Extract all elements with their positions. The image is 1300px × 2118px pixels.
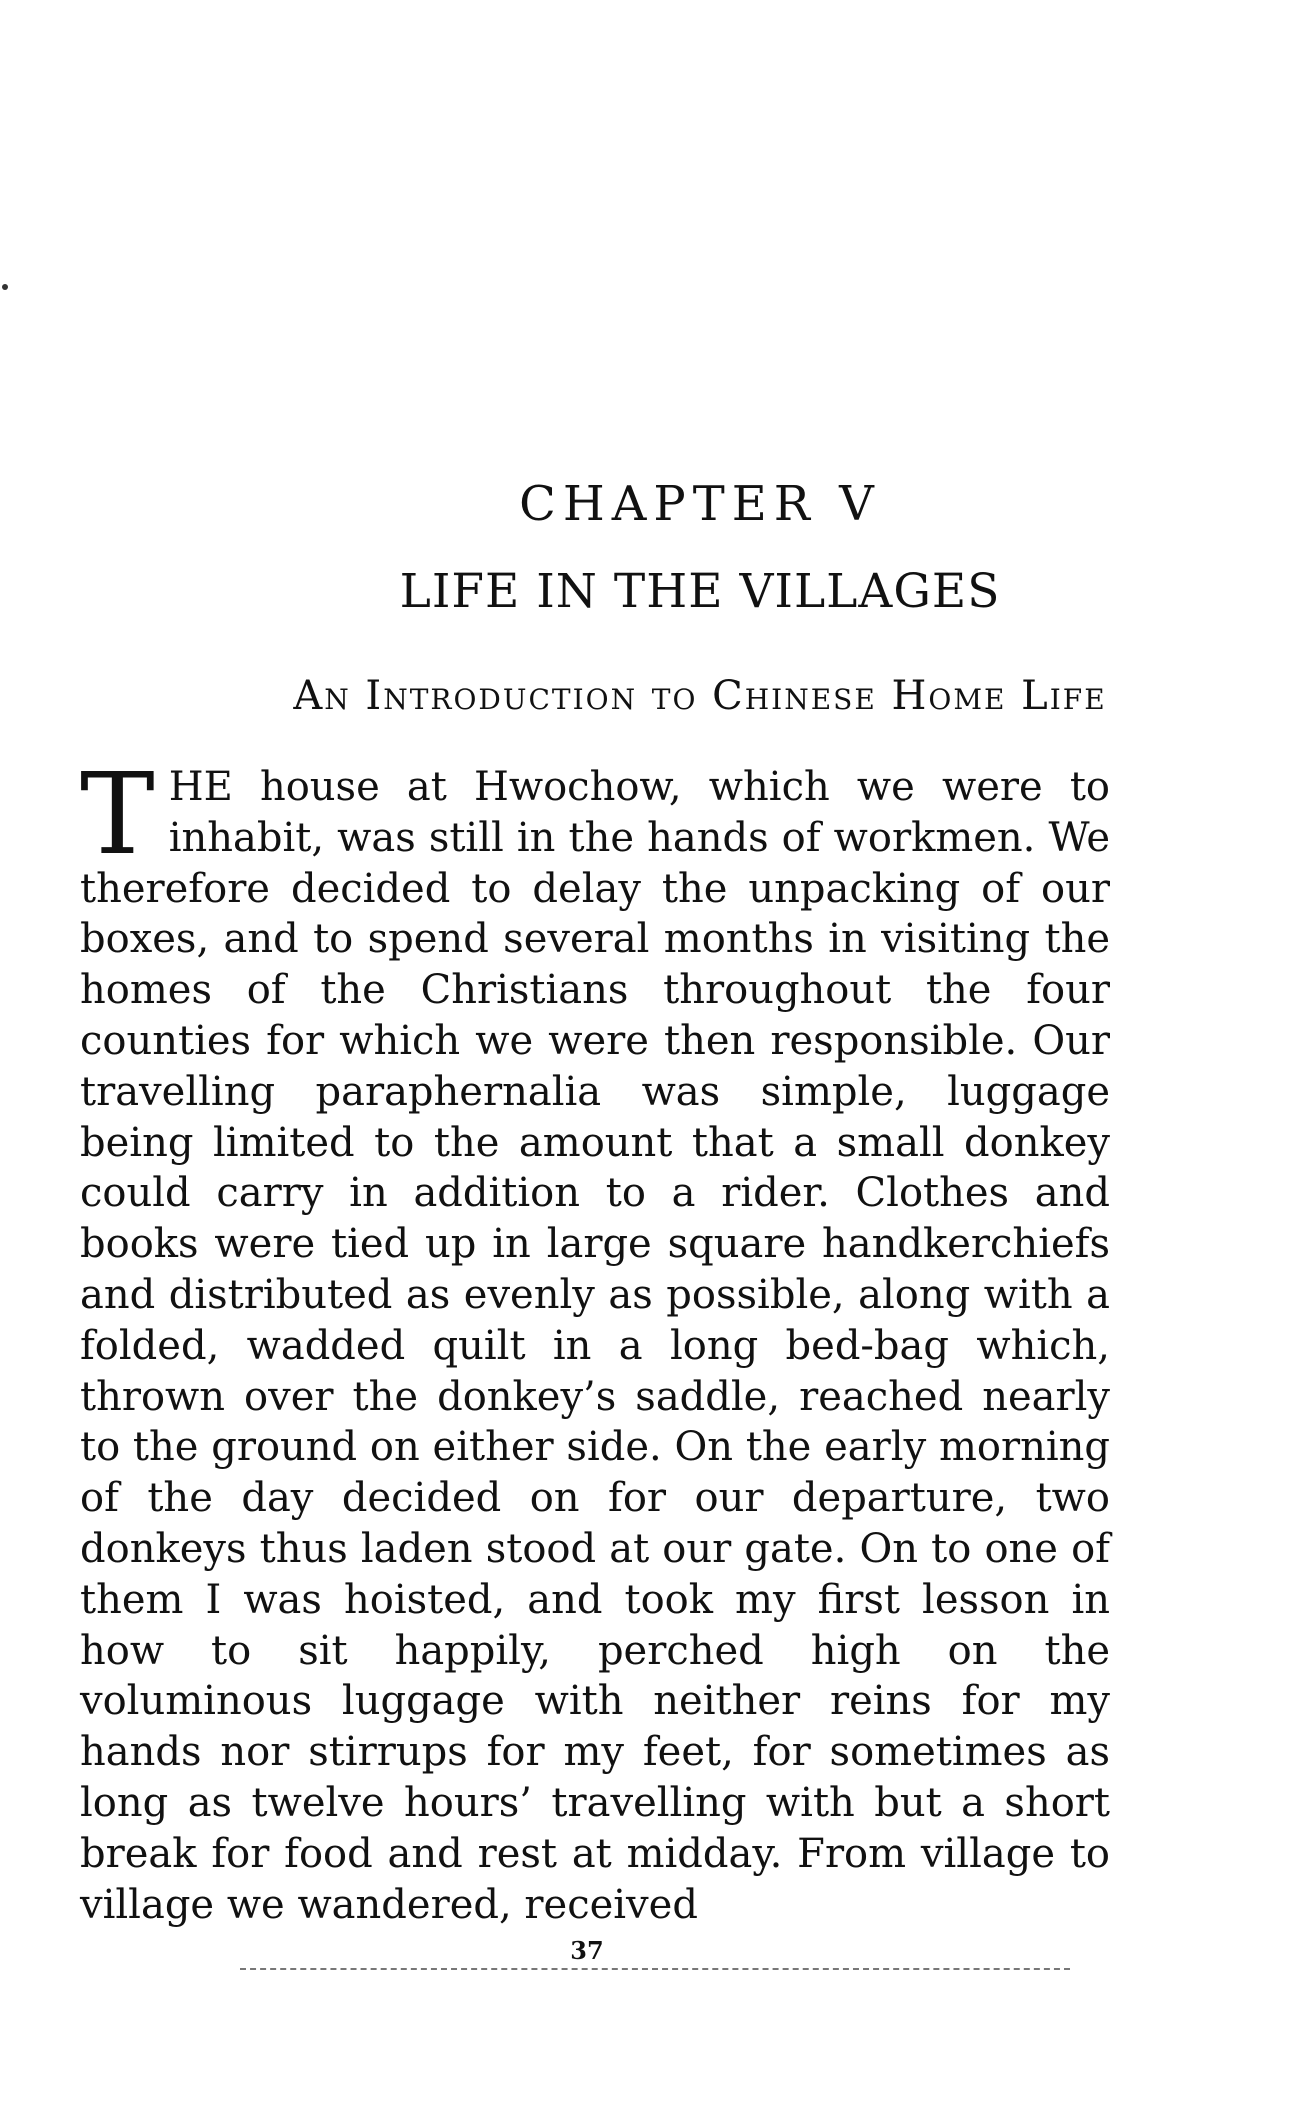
scan-speck [2, 284, 8, 290]
chapter-subtitle: An Introduction to Chinese Home Life [293, 673, 1107, 719]
footer-rule [240, 1968, 1070, 1970]
chapter-title: LIFE IN THE VILLAGES [399, 564, 1001, 619]
paragraph-text: HE house at Hwochow, which we were to inhabit, was still in the hands of workmen. We therefore decided to delay the unpacking of our boxes, and to spend several months in visiting the homes of the Christians throughout the four counties for which we were then responsible. Our travelling paraphernalia was simple, luggage being limited to the amount that a small donkey could carry in addition to a rider. Clothes and books were tied up in large square handkerchiefs and distributed as evenly as possible, along with a folded, wadded quilt in a long bed-bag which, thrown over the donkey’s saddle, reached nearly to the ground on either side. On the early morning of the day decided on for our departure, two donkeys thus laden stood at our gate. On to one of them I was hoisted, and took my first lesson in how to sit happily, perched high on the voluminous luggage with neither reins for my hands nor stirrups for my feet, for sometimes as long as twelve hours’ travelling with but a short break for food and rest at midday. From village to village we wandered, received [80, 764, 1110, 1928]
body-paragraph [80, 750, 1110, 1930]
page-number: 37 [570, 1936, 604, 1965]
drop-cap: T [80, 750, 155, 880]
chapter-number: CHAPTER V [519, 476, 881, 532]
